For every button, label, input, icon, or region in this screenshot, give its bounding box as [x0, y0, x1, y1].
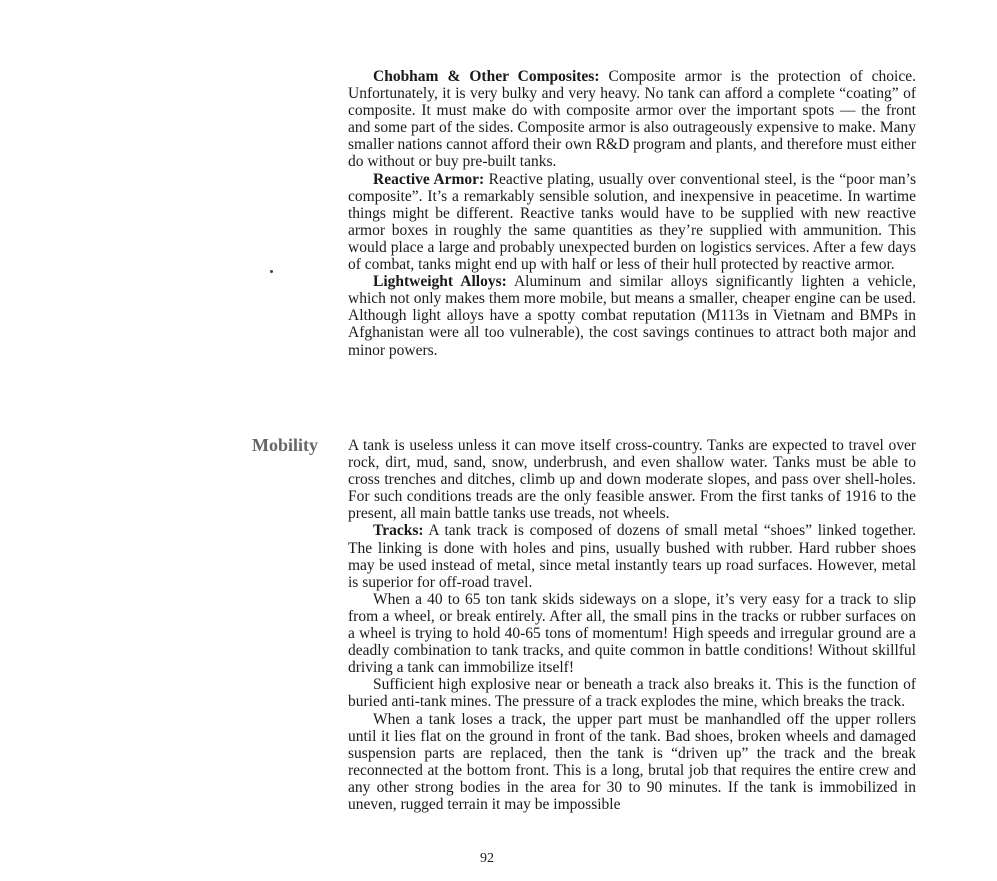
paragraph-heading: Lightweight Alloys:	[373, 273, 507, 291]
armor-section	[348, 68, 916, 359]
stray-mark	[270, 270, 273, 273]
paragraph-composites	[348, 68, 916, 171]
paragraph-text: When a tank loses a track, the upper part must be manhandled off the upper rollers until it lies flat on the ground in front of the tank. Bad shoes, broken wheels and damaged suspension parts are replaced, then the tank is “driven up” the track and the break reconnected at the bottom front. This is a long, brutal job that requires the entire crew and any other strong bodies in the area for 30 to 90 minutes. If the tank is immobilized in uneven, rugged terrain it may be impossible	[348, 710, 916, 813]
paragraph-heading: Chobham & Other Composites:	[373, 68, 600, 85]
paragraph-lightweight-alloys	[348, 273, 916, 358]
paragraph-text: Composite armor is the protection of choice. Unfortunately, it is very bulky and very heavy. No tank can afford a complete “coating” of composite. It must make do with composite armor over the important spots — the front and some part of the sides. Composite armor is also outrageously expensive to make. Many smaller nations cannot afford their own R&D program and plants, and therefore must either do without or buy pre-built tanks.	[348, 68, 917, 171]
paragraph-text: A tank track is composed of dozens of small metal “shoes” linked together. The linking is done with holes and pins, usually bushed with rubber. Hard rubber shoes may be used instead of metal, since metal instantly tears up road surfaces. However, metal is superior for off-road travel.	[348, 522, 916, 591]
paragraph-track-slip	[348, 591, 916, 676]
page-number: 92	[480, 851, 494, 866]
mobility-section	[348, 437, 916, 813]
paragraph-track-repair	[348, 711, 916, 814]
paragraph-heading: Reactive Armor:	[373, 170, 485, 188]
paragraph-text: Aluminum and similar alloys significantly lighten a vehicle, which not only makes them more mobile, but means a smaller, cheaper engine can be used. Although light alloys have a spotty combat reputation (M113s in Vietnam and BMPs in Afghanistan were all too vulnerable), the cost savings continues to attract both major and minor powers.	[348, 273, 917, 359]
paragraph-text: Sufficient high explosive near or beneath a track also breaks it. This is the function of buried anti-tank mines. The pressure of a track explodes the mine, which breaks the track.	[348, 676, 916, 711]
section-sidenote: Mobility	[252, 435, 318, 455]
paragraph-text: When a 40 to 65 ton tank skids sideways on a slope, it’s very easy for a track to slip from a wheel, or break entirely. After all, the small pins in the tracks or rubber surfaces on a wheel is trying to hold 40-65 tons of momentum! High speeds and irregular ground are a deadly combination to tank tracks, and quite common in battle conditions! Without skillful driving a tank can immobilize itself!	[348, 590, 916, 677]
paragraph-text: A tank is useless unless it can move itself cross-country. Tanks are expected to travel over rock, dirt, mud, sand, snow, underbrush, and even shallow water. Tanks must be able to cross trenches and ditches, climb up and down moderate slopes, and pass over shell-holes. For such conditions treads are the only feasible answer. From the first tanks of 1916 to the present, all main battle tanks use treads, not wheels.	[348, 437, 916, 523]
paragraph-mobility-intro	[348, 437, 916, 522]
paragraph-mines	[348, 676, 916, 710]
paragraph-tracks	[348, 522, 916, 590]
paragraph-heading: Tracks:	[373, 522, 424, 540]
paragraph-reactive-armor	[348, 171, 916, 274]
paragraph-text: Reactive plating, usually over conventional steel, is the “poor man’s composite”. It’s a remarkably sensible solution, and inexpensive in peacetime. In wartime things might be different. Reactive tanks would have to be supplied with new reactive armor boxes in roughly the same quantities as they’re supplied with ammunition. This would place a large and probably unexpected burden on logistics services. After a few days of combat, tanks might end up with half or less of their hull protected by reactive armor.	[348, 170, 916, 274]
